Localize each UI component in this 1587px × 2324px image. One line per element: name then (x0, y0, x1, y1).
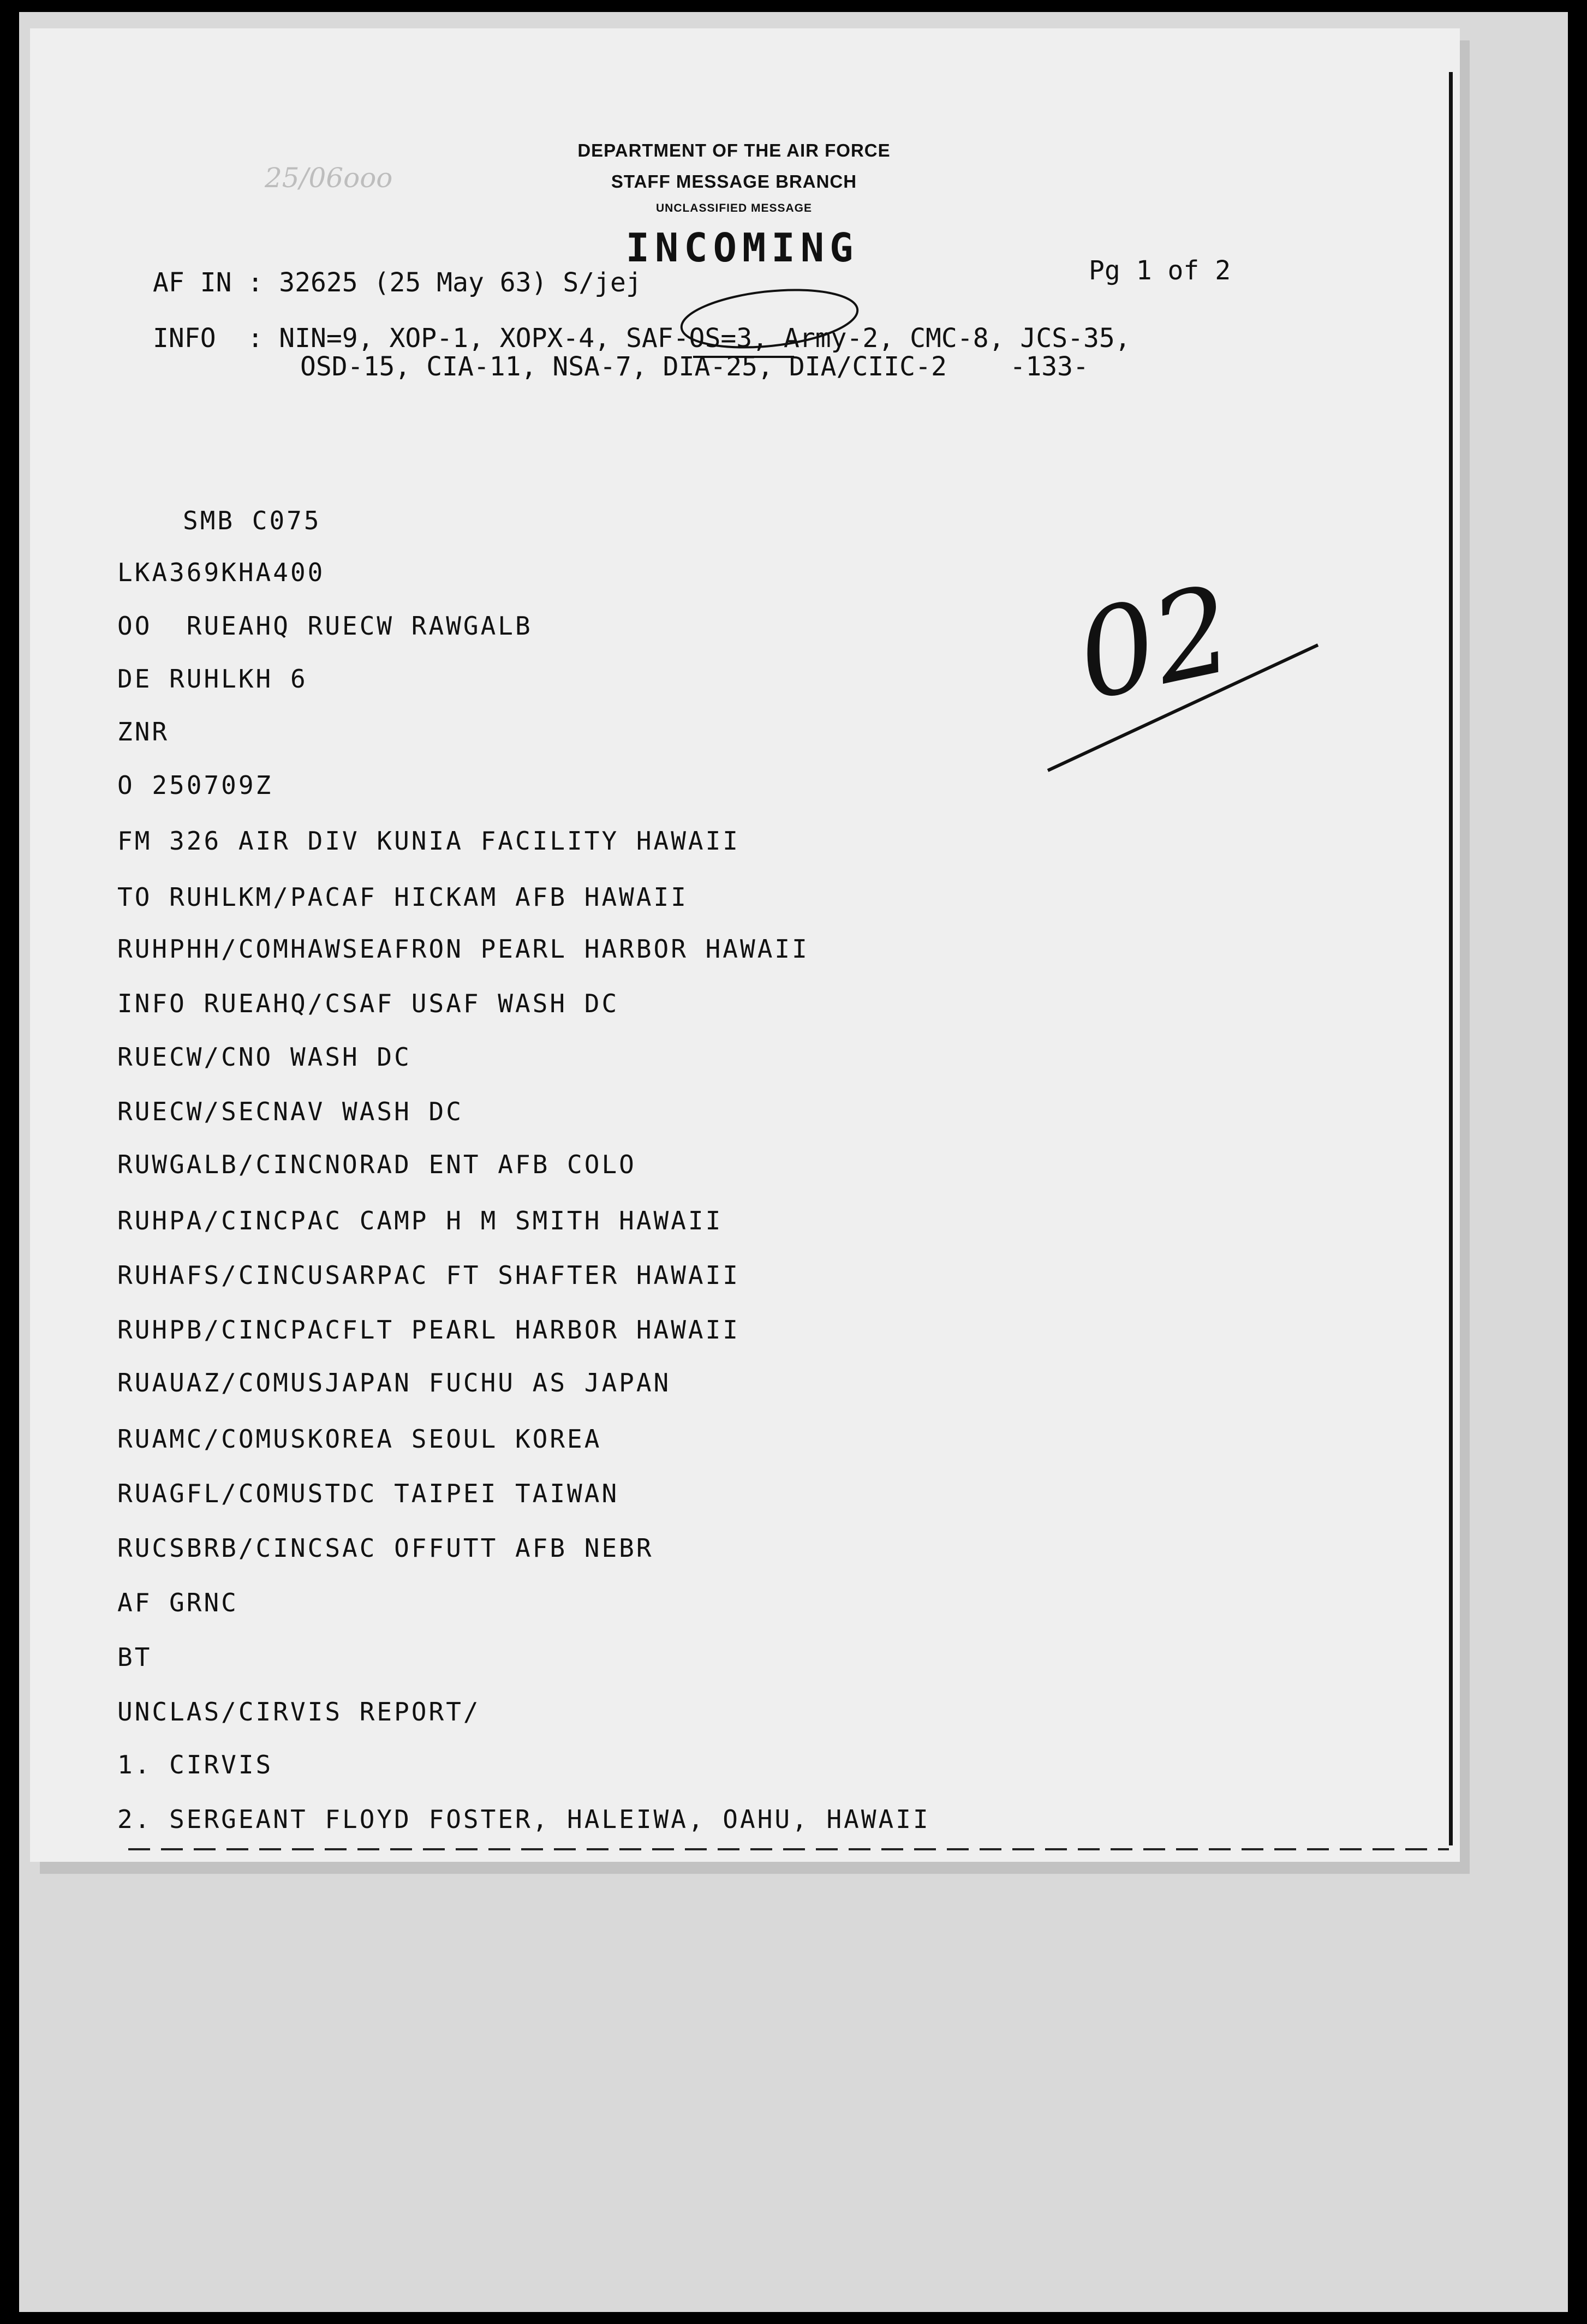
message-line: RUECW/CNO WASH DC (117, 1042, 411, 1072)
message-line: UNCLAS/CIRVIS REPORT/ (117, 1697, 481, 1726)
incoming-title: INCOMING (625, 225, 859, 271)
info-distribution-line-1: INFO : NIN=9, XOP-1, XOPX-4, SAF-OS=3, Army-2, CMC-8, JCS-35, (153, 323, 1131, 354)
classification-heading: UNCLASSIFIED MESSAGE (655, 202, 813, 214)
af-in-line: AF IN : 32625 (25 May 63) S/jej (153, 267, 642, 298)
message-line: RUAGFL/COMUSTDC TAIPEI TAIWAN (117, 1479, 619, 1508)
message-line: AF GRNC (117, 1588, 238, 1617)
film-background (19, 12, 1568, 2312)
handwritten-mark: 02 (1065, 559, 1244, 727)
message-line: OO RUEAHQ RUECW RAWGALB (117, 611, 533, 641)
message-line: RUHPA/CINCPAC CAMP H M SMITH HAWAII (117, 1206, 723, 1235)
message-line: RUECW/SECNAV WASH DC (117, 1097, 463, 1126)
message-line: TO RUHLKM/PACAF HICKAM AFB HAWAII (117, 882, 688, 912)
message-line: ZNR (117, 717, 170, 746)
message-line: 1. CIRVIS (117, 1750, 273, 1779)
message-line: RUAUAZ/COMUSJAPAN FUCHU AS JAPAN (117, 1368, 671, 1397)
message-line: O 250709Z (117, 770, 273, 800)
message-line: BT (117, 1642, 152, 1672)
annotation-layer (19, 12, 1568, 2312)
message-line: SMB C075 (183, 506, 321, 535)
page-indicator: Pg 1 of 2 (1089, 255, 1231, 286)
message-line: RUAMC/COMUSKOREA SEOUL KOREA (117, 1424, 602, 1454)
message-line: INFO RUEAHQ/CSAF USAF WASH DC (117, 989, 619, 1018)
faint-stamp: 25/06ooo (265, 162, 393, 194)
info-distribution-line-2: OSD-15, CIA-11, NSA-7, DIA-25, DIA/CIIC-2 -133- (300, 351, 1089, 382)
department-heading: DEPARTMENT OF THE AIR FORCE (577, 140, 891, 160)
message-line: RUWGALB/CINCNORAD ENT AFB COLO (117, 1150, 636, 1179)
message-line: RUHAFS/CINCUSARPAC FT SHAFTER HAWAII (117, 1260, 740, 1290)
message-line: RUHPHH/COMHAWSEAFRON PEARL HARBOR HAWAII (117, 934, 809, 964)
branch-heading: STAFF MESSAGE BRANCH (611, 171, 857, 192)
message-line: RUHPB/CINCPACFLT PEARL HARBOR HAWAII (117, 1315, 740, 1345)
hand-drawn-circle (679, 282, 861, 355)
message-line: LKA369KHA400 (117, 558, 325, 587)
message-line: DE RUHLKH 6 (117, 664, 308, 694)
message-line: RUCSBRB/CINCSAC OFFUTT AFB NEBR (117, 1533, 654, 1563)
message-line: 2. SERGEANT FLOYD FOSTER, HALEIWA, OAHU, HAWAII (117, 1805, 930, 1834)
message-line: FM 326 AIR DIV KUNIA FACILITY HAWAII (117, 826, 740, 856)
